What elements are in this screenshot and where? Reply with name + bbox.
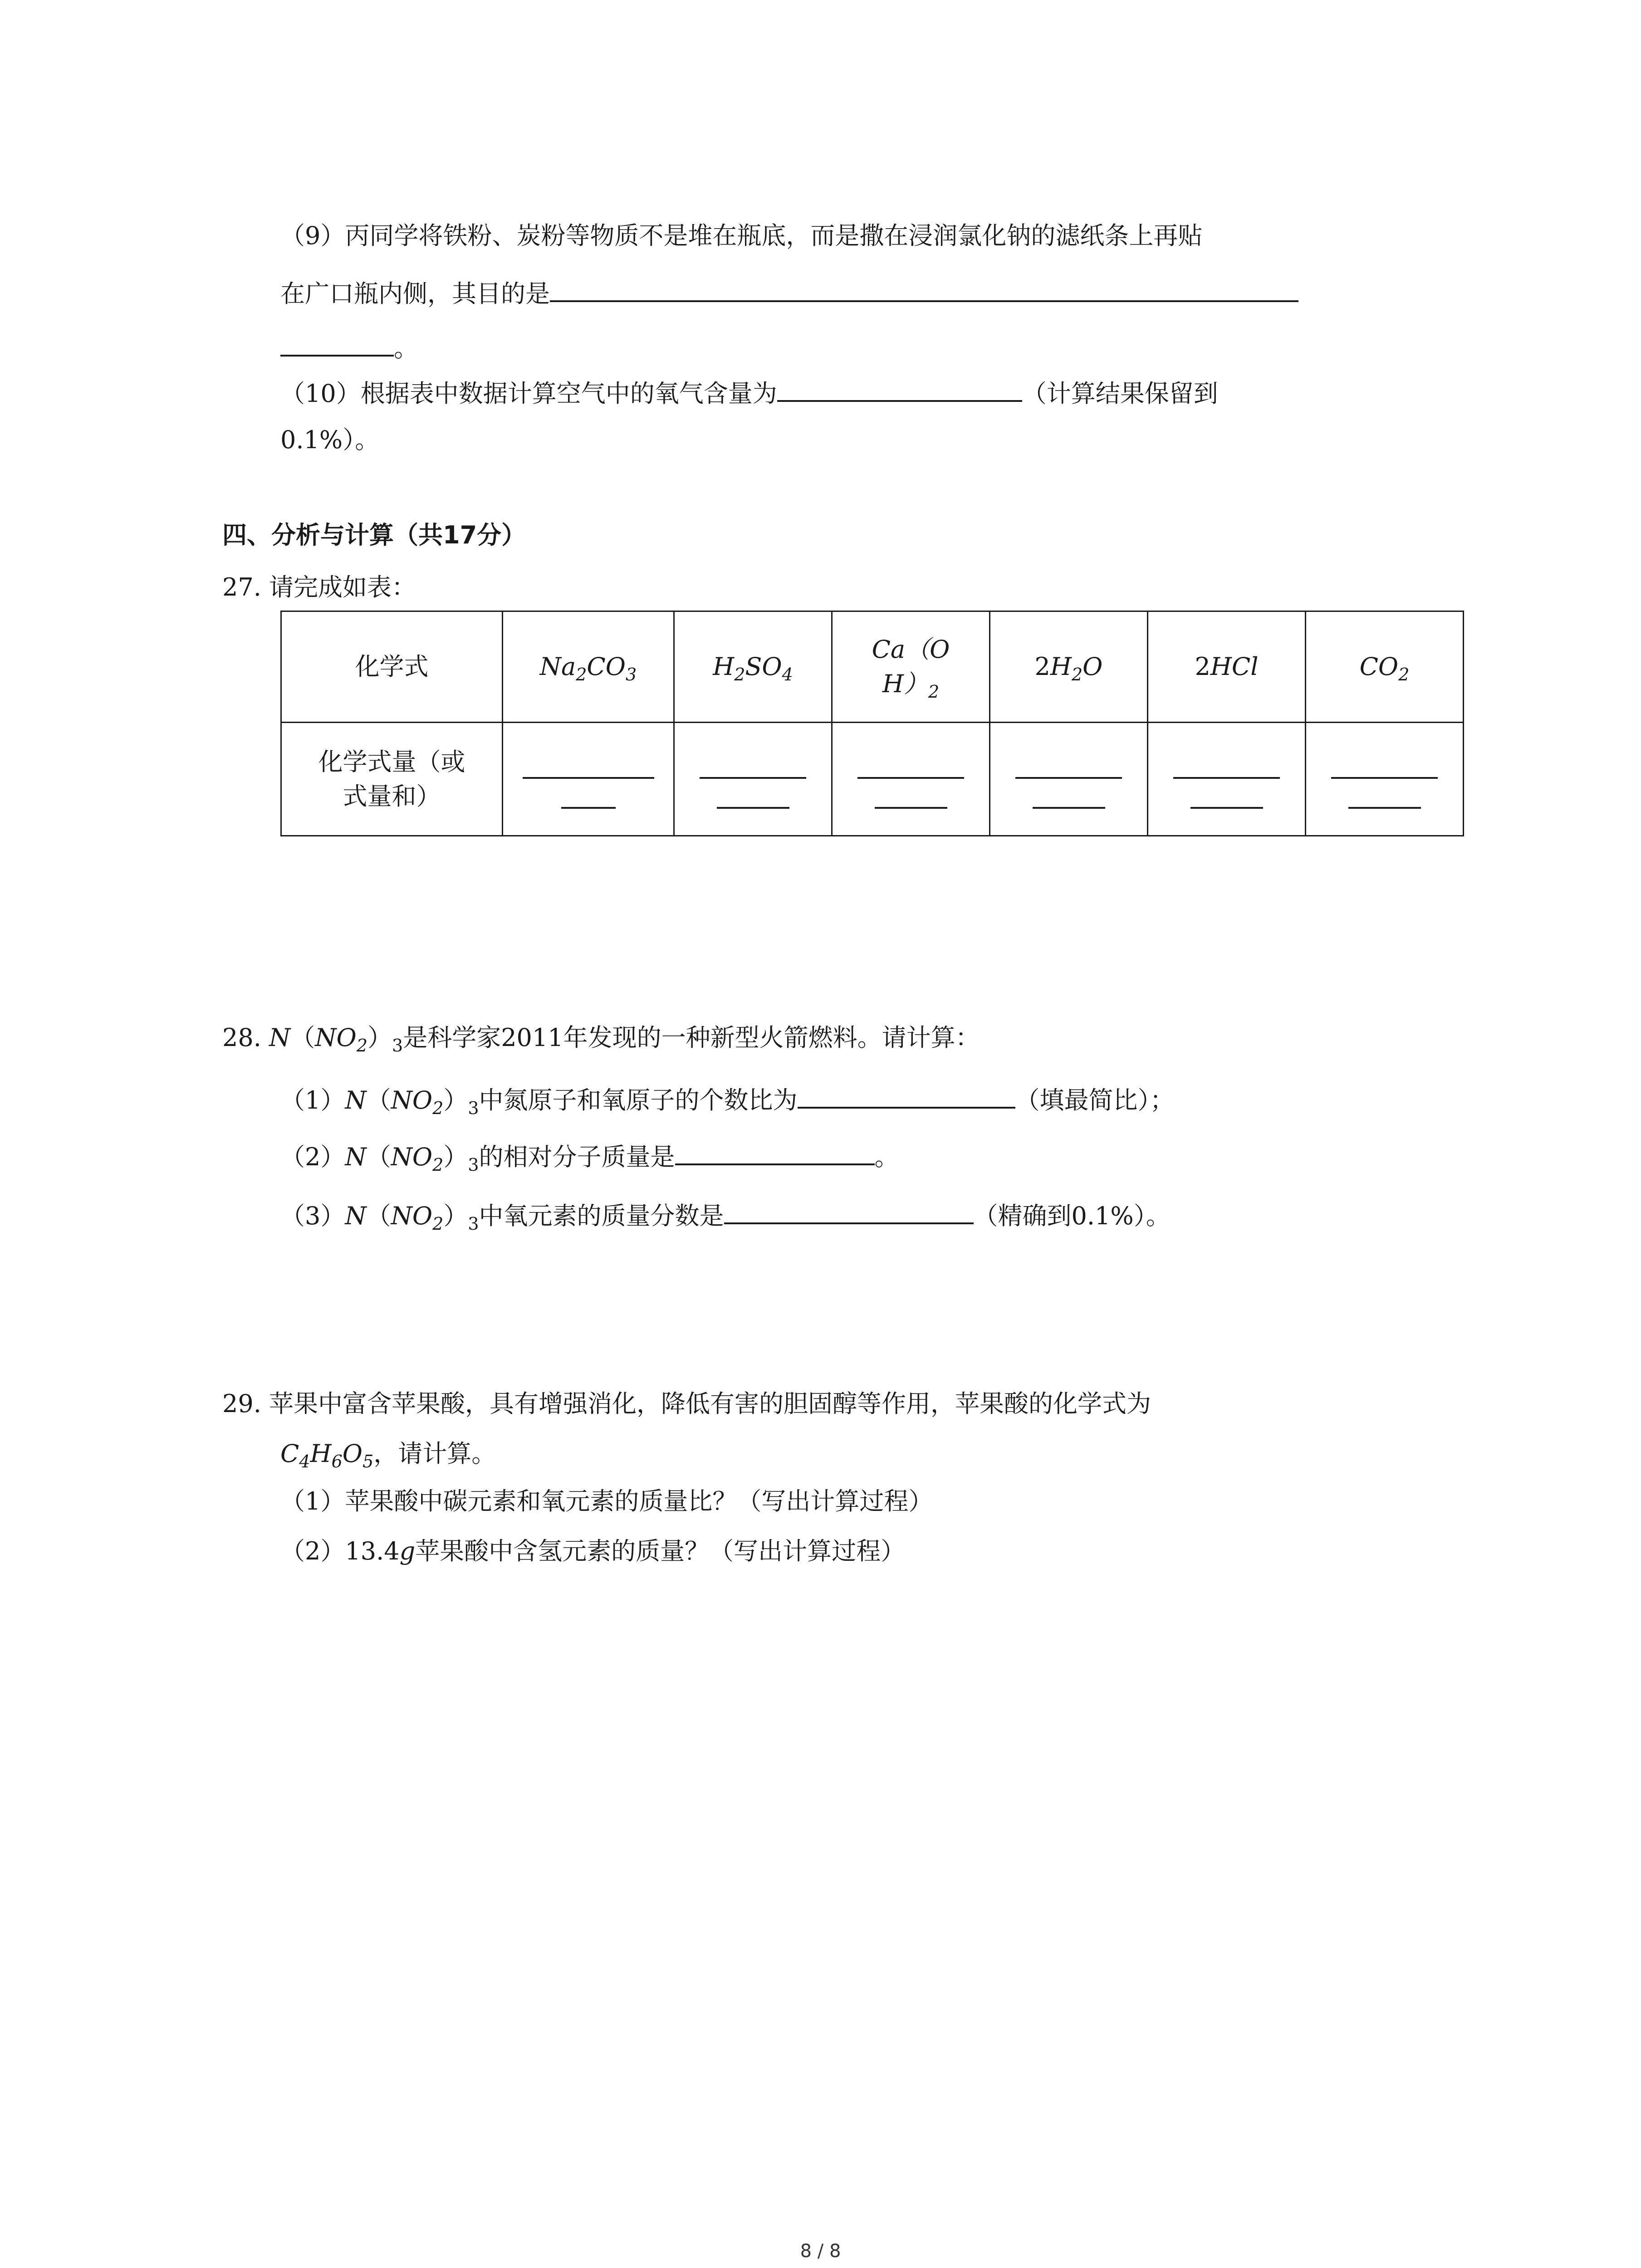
q29-item1: （1）苹果酸中碳元素和氧元素的质量比？（写出计算过程） <box>280 1487 933 1515</box>
q26-item10-text-b: （计算结果保留到 <box>1022 379 1218 408</box>
q26-item9-end: 。 <box>394 334 418 362</box>
formula-2h2o: $2H_2O$ <box>990 611 1148 723</box>
q28-item3: $(3)N(NO_2)_3$中氧元素的质量分数是 （精确到0.1%）。 <box>280 1194 1171 1234</box>
mass-cell-co2[interactable] <box>1306 723 1464 836</box>
section-title: 四、分析与计算（共17分） <box>222 521 526 549</box>
q26-item9-line2 <box>280 272 1298 312</box>
answer-blank-28-1[interactable] <box>798 1079 1015 1109</box>
formula-2hcl: 2HCl <box>1148 611 1306 723</box>
mass-cell-caoh2[interactable] <box>832 723 990 836</box>
row-label-formula: 化学式 <box>281 611 503 723</box>
formula-table <box>280 611 1464 836</box>
q28-prompt: 28. $N(NO_2)_3$是科学家2011年发现的一种新型火箭燃料。请计算： <box>222 1023 980 1056</box>
row-label-mass: 化学式量（或 式量和） <box>281 723 503 836</box>
q29-line2: $C_4H_6O_5$，请计算。 <box>280 1439 496 1471</box>
formula-caoh2: Ca（O $H)_2$ <box>832 611 990 723</box>
q29-item2: （2）13.4g苹果酸中含氢元素的质量？（写出计算过程） <box>280 1537 906 1565</box>
mass-cell-h2so4[interactable] <box>674 723 832 836</box>
answer-blank-9b[interactable] <box>280 327 394 357</box>
page-number: 8 / 8 <box>800 2241 841 2262</box>
mass-cell-2h2o[interactable] <box>990 723 1148 836</box>
q26-item9-line2-text: 在广口瓶内侧，其目的是 <box>280 279 550 308</box>
q29-line1: 29. 苹果中富含苹果酸，具有增强消化，降低有害的胆固醇等作用，苹果酸的化学式为 <box>222 1389 1151 1418</box>
q26-item10-text-a: （10）根据表中数据计算空气中的氧气含量为 <box>280 379 777 408</box>
formula-co2: $CO_2$ <box>1306 611 1464 723</box>
table-row-formulas <box>281 611 1464 723</box>
q28-item2: $(2)N(NO_2)_3$的相对分子质量是 。 <box>280 1135 899 1175</box>
answer-blank-9a[interactable] <box>550 272 1298 302</box>
mass-cell-na2co3[interactable] <box>503 723 674 836</box>
q27-prompt: 27. 请完成如表： <box>222 573 416 601</box>
q26-item9-line1: （9）丙同学将铁粉、炭粉等物质不是堆在瓶底，而是撒在浸润氯化钠的滤纸条上再贴 <box>280 221 1203 250</box>
q26-item10-line1 <box>280 372 1218 412</box>
formula-h2so4: $H_2SO_4$ <box>674 611 832 723</box>
q26-item10-line2: 0.1%）。 <box>280 425 380 454</box>
answer-blank-10[interactable] <box>777 372 1022 402</box>
table-row-masses <box>281 723 1464 836</box>
answer-blank-28-2[interactable] <box>675 1135 875 1165</box>
q26-item9-line3 <box>280 327 418 367</box>
formula-na2co3: $Na_2CO_3$ <box>503 611 674 723</box>
mass-cell-2hcl[interactable] <box>1148 723 1306 836</box>
q28-item1: $(1)N(NO_2)_3$中氮原子和氧原子的个数比为 （填最简比）； <box>280 1079 1175 1119</box>
answer-blank-28-3[interactable] <box>724 1194 974 1224</box>
